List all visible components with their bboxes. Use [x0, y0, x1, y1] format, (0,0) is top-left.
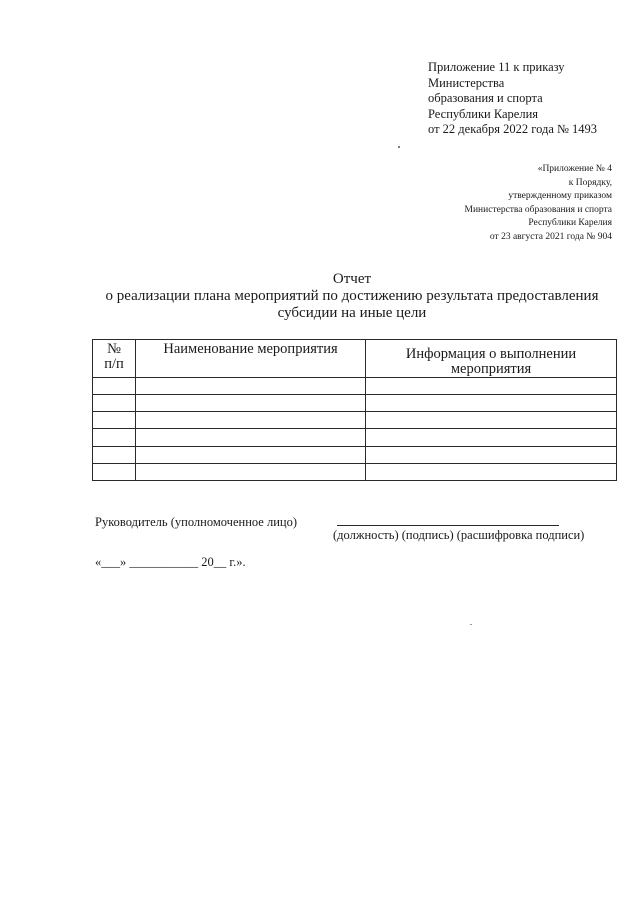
annex-order-line: Республики Карелия	[428, 106, 539, 121]
report-title-main: Отчет	[332, 271, 372, 287]
table-cell	[366, 378, 617, 395]
annex-order-line: Приложение 11 к приказу	[428, 60, 565, 74]
table-header-row	[93, 340, 617, 378]
column-header-number-line: №	[107, 341, 121, 357]
annex-procedure-line: утвержденному приказом	[508, 191, 612, 202]
table-row	[93, 429, 617, 446]
annex-order-line: образования и спорта	[428, 91, 543, 105]
annex-procedure-block	[465, 163, 612, 245]
table-cell	[366, 446, 617, 463]
table-cell	[93, 429, 136, 446]
signature-caption: (должность) (подпись) (расшифровка подписи)	[333, 528, 585, 542]
column-header-number-line: п/п	[104, 356, 124, 372]
column-header-event-name	[136, 340, 366, 378]
annex-procedure-line: Республики Карелия	[528, 218, 612, 229]
table-cell	[93, 412, 136, 429]
table-cell	[93, 378, 136, 395]
table-cell	[93, 446, 136, 463]
signature-label: Руководитель (уполномоченное лицо)	[95, 515, 298, 529]
table-row	[93, 412, 617, 429]
annex-order-line: от 22 декабря 2022 года № 1493	[428, 122, 598, 136]
report-title-subtitle: субсидии на иные цели	[277, 305, 427, 321]
table-cell	[366, 429, 617, 446]
annex-order-block	[428, 60, 597, 138]
table-cell	[136, 412, 366, 429]
scan-speck	[470, 624, 472, 625]
table-cell	[366, 463, 617, 480]
table-cell	[136, 429, 366, 446]
table-row	[93, 446, 617, 463]
table-cell	[366, 412, 617, 429]
column-header-event-name-text: Наименование мероприятия	[163, 341, 338, 357]
column-header-completion-line: Информация о выполнении	[405, 346, 577, 362]
report-title	[0, 271, 640, 322]
annex-procedure-line: «Приложение № 4	[537, 164, 612, 174]
annex-order-line: Министерства	[428, 75, 505, 90]
table-cell	[366, 395, 617, 412]
column-header-completion-line: мероприятия	[450, 361, 532, 377]
table-row	[93, 395, 617, 412]
annex-procedure-line: Министерства образования и спорта	[464, 204, 612, 215]
annex-procedure-line: от 23 августа 2021 года № 904	[489, 231, 612, 242]
table-cell	[136, 446, 366, 463]
table-body	[93, 378, 617, 481]
table-cell	[136, 463, 366, 480]
annex-procedure-line: к Порядку,	[568, 177, 612, 188]
report-title-subtitle: о реализации плана мероприятий по достижению результата предоставления	[105, 288, 599, 304]
column-header-number	[93, 340, 136, 378]
report-table	[92, 339, 617, 481]
table-cell	[136, 395, 366, 412]
table-row	[93, 378, 617, 395]
table-cell	[93, 395, 136, 412]
table-cell	[136, 378, 366, 395]
table-row	[93, 463, 617, 480]
scan-speck	[398, 146, 400, 148]
column-header-completion-info	[366, 340, 617, 378]
table-cell	[93, 463, 136, 480]
signature-line	[337, 525, 559, 526]
date-line: «___» ___________ 20__ г.».	[95, 555, 246, 569]
